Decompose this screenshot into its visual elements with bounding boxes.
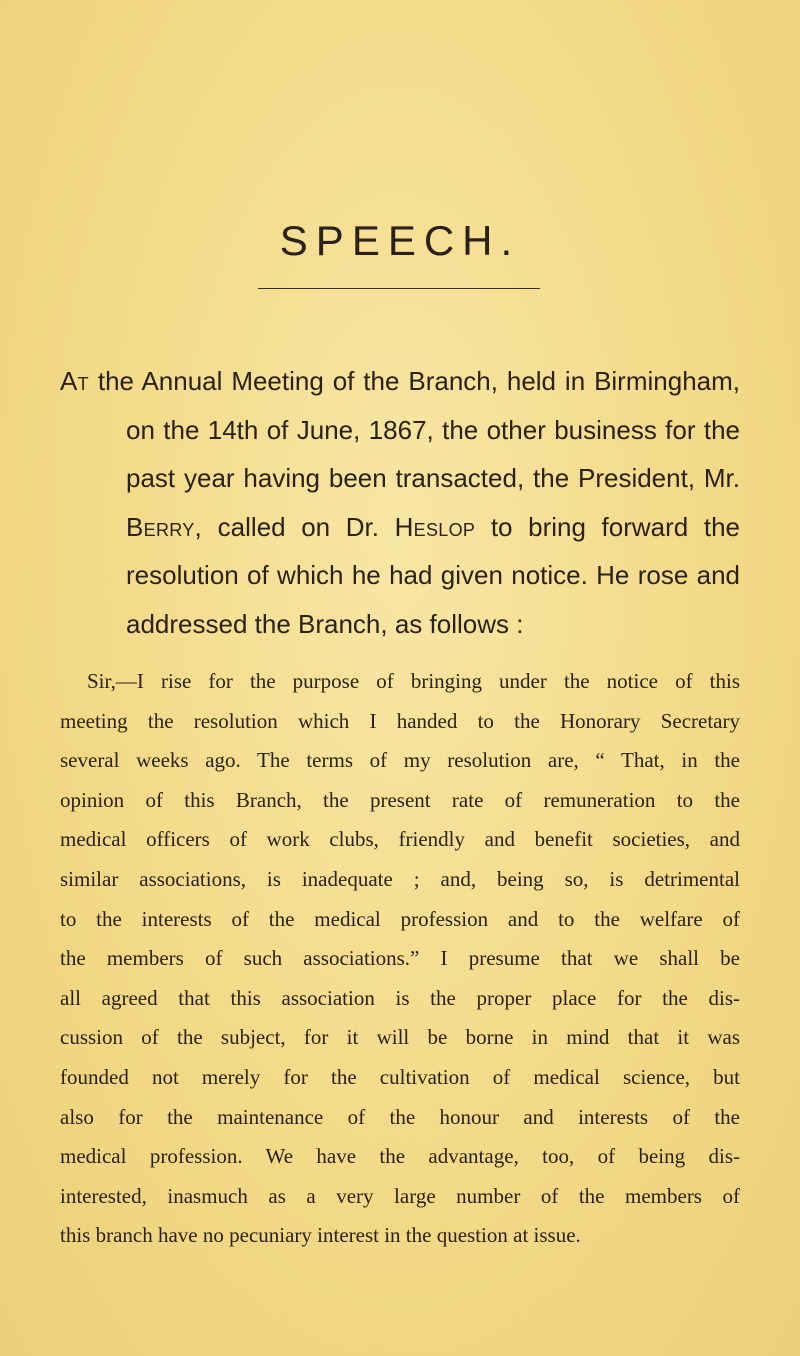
- person-name-berry: Berry,: [126, 511, 203, 542]
- body-line: also for the maintenance of the honour and interests of the: [60, 1104, 740, 1129]
- body-line: the members of such associations.” I presume that we shall be: [60, 946, 740, 971]
- body-line: founded not merely for the cultivation of medical science, but: [60, 1064, 740, 1089]
- intro-line: addressed the Branch, as follows :: [126, 608, 524, 639]
- intro-paragraph: [60, 357, 740, 648]
- body-line: meeting the resolution which I handed to the Honorary Secretary: [60, 708, 740, 733]
- body-line: medical officers of work clubs, friendly and benefit societies, and: [60, 827, 740, 852]
- intro-line: on the 14th of June, 1867, the other business for the: [126, 414, 740, 445]
- intro-line: [60, 357, 740, 406]
- body-line: medical profession. We have the advantage, too, of being dis-: [60, 1144, 740, 1169]
- intro-lead-word: At: [60, 366, 89, 396]
- body-line: cussion of the subject, for it will be borne in mind that it was: [60, 1025, 740, 1050]
- body-line: interested, inasmuch as a very large number of the members of: [60, 1183, 740, 1208]
- body-line: all agreed that this association is the proper place for the dis-: [60, 985, 740, 1010]
- body-line: this branch have no pecuniary interest in the question at issue.: [60, 1223, 581, 1248]
- body-line: similar associations, is inadequate ; and, being so, is detrimental: [60, 866, 740, 891]
- body-line: several weeks ago. The terms of my resolution are, “ That, in the: [60, 748, 740, 773]
- title-divider: [258, 288, 540, 289]
- intro-line: resolution of which he had given notice. He rose and: [126, 560, 740, 590]
- speech-paragraph: [60, 662, 740, 1256]
- intro-line-text: the Annual Meeting of the Branch, held in Birmingham,: [88, 366, 740, 396]
- intro-line-text: called on Dr.: [202, 511, 395, 542]
- intro-line: past year having been transacted, the President, Mr.: [126, 463, 740, 493]
- intro-line: [126, 503, 740, 552]
- body-line: Sir,—I rise for the purpose of bringing under the notice of this: [87, 669, 740, 693]
- person-name-heslop: Heslop: [394, 511, 476, 542]
- page-title: SPEECH.: [279, 217, 521, 264]
- body-line: opinion of this Branch, the present rate of remuneration to the: [60, 787, 740, 812]
- body-line: to the interests of the medical profession and to the welfare of: [60, 906, 740, 931]
- intro-line-text: to bring forward the: [475, 511, 740, 542]
